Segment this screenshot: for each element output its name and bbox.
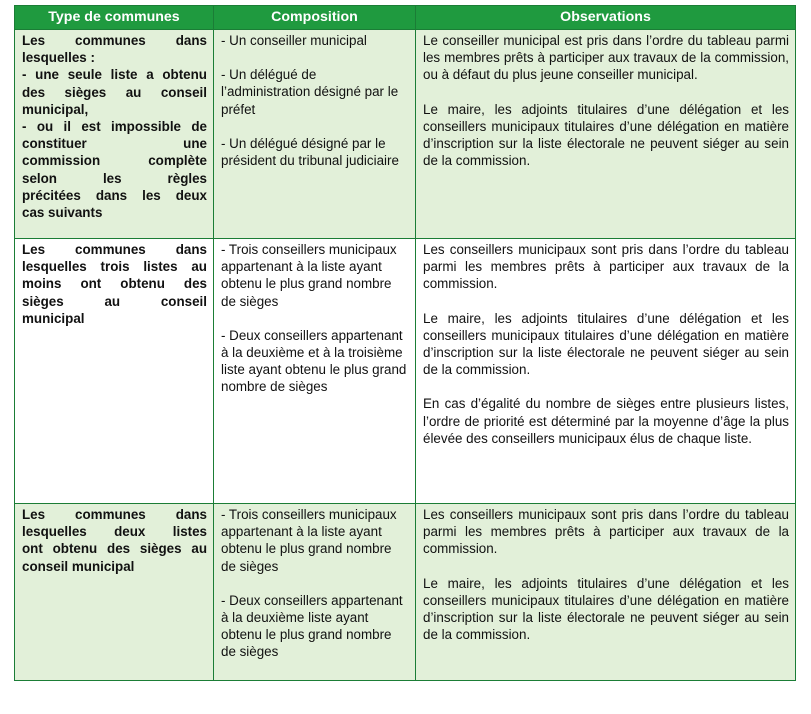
type-line: moins ont obtenu des bbox=[22, 276, 207, 292]
observation-paragraph: En cas d’égalité du nombre de sièges entre plusieurs listes, l’ordre de priorité est déterminé par la moyenne d’âge la plus élevée des conseillers municipaux élus de chaque liste. bbox=[423, 396, 789, 446]
composition-cell bbox=[214, 504, 416, 681]
type-line: constituer une bbox=[22, 136, 207, 152]
observations-cell bbox=[416, 30, 796, 239]
type-line: commission complète bbox=[22, 153, 207, 169]
header-composition: Composition bbox=[214, 6, 416, 30]
type-line: sièges au conseil bbox=[22, 293, 207, 309]
composition-item: - Deux conseillers appartenant à la deuxième et à la troisième liste ayant obtenu le plus grand nombre de sièges bbox=[221, 327, 407, 395]
observation-paragraph: Les conseillers municipaux sont pris dans l’ordre du tableau parmi les membres prêts à participer aux travaux de la commission. bbox=[423, 507, 789, 557]
commission-table-wrapper bbox=[14, 5, 796, 681]
type-line: selon les règles bbox=[22, 170, 207, 186]
type-line: Les communes dans bbox=[22, 33, 207, 48]
composition-cell bbox=[214, 30, 416, 239]
type-line: municipal, bbox=[22, 101, 89, 117]
composition-item: - Trois conseillers municipaux appartenant à la liste ayant obtenu le plus grand nombre de sièges bbox=[221, 507, 397, 574]
type-cell bbox=[15, 239, 214, 504]
table-row bbox=[15, 504, 796, 681]
composition-item: - Trois conseillers municipaux appartenant à la liste ayant obtenu le plus grand nombre de sièges bbox=[221, 242, 397, 309]
type-line: cas suivants bbox=[22, 205, 103, 221]
type-line: lesquelles deux listes bbox=[22, 524, 207, 540]
observations-cell bbox=[416, 504, 796, 681]
type-line: lesquelles : bbox=[22, 50, 95, 66]
type-line: Les communes dans bbox=[22, 242, 207, 257]
type-line: ont obtenu des sièges au bbox=[22, 541, 207, 557]
type-line: Les communes dans bbox=[22, 507, 207, 522]
composition-item: - Un délégué de l’administration désigné par le préfet bbox=[221, 67, 399, 117]
observations-cell bbox=[416, 239, 796, 504]
type-cell bbox=[15, 30, 214, 239]
table-row bbox=[15, 30, 796, 239]
commission-composition-table bbox=[14, 5, 796, 681]
type-line: des sièges au conseil bbox=[22, 84, 207, 100]
observation-paragraph: Le maire, les adjoints titulaires d’une délégation et les conseillers municipaux titulaires d’une délégation en matière d’inscription sur la liste électorale ne peuvent siéger au sein de la commission. bbox=[423, 310, 789, 378]
header-observations: Observations bbox=[416, 6, 796, 30]
type-line: lesquelles trois listes au bbox=[22, 259, 207, 275]
header-type-de-communes: Type de communes bbox=[15, 6, 214, 30]
type-line: conseil municipal bbox=[22, 558, 135, 574]
type-line: précitées dans les deux bbox=[22, 187, 207, 203]
table-row bbox=[15, 239, 796, 504]
type-line: - ou il est impossible de bbox=[22, 119, 207, 135]
composition-item: - Un délégué désigné par le président du tribunal judiciaire bbox=[221, 135, 399, 169]
type-line: municipal bbox=[22, 310, 85, 326]
composition-item: - Un conseiller municipal bbox=[221, 33, 367, 48]
type-cell bbox=[15, 504, 214, 681]
composition-cell bbox=[214, 239, 416, 504]
observation-paragraph: Les conseillers municipaux sont pris dans l’ordre du tableau parmi les membres prêts à participer aux travaux de la commission. bbox=[423, 242, 789, 292]
type-line: - une seule liste a obtenu bbox=[22, 67, 207, 83]
observation-paragraph: Le maire, les adjoints titulaires d’une délégation et les conseillers municipaux titulaires d’une délégation en matière d’inscription sur la liste électorale ne peuvent siéger au sein de la commission. bbox=[423, 575, 789, 643]
observation-paragraph: Le conseiller municipal est pris dans l’ordre du tableau parmi les membres prêts à participer aux travaux de la commission, ou à défaut du plus jeune conseiller municipal. bbox=[423, 33, 789, 83]
observation-paragraph: Le maire, les adjoints titulaires d’une délégation et les conseillers municipaux titulaires d’une délégation en matière d’inscription sur la liste électorale ne peuvent siéger au sein de la commission. bbox=[423, 101, 789, 169]
composition-item: - Deux conseillers appartenant à la deuxième liste ayant obtenu le plus grand nombre de sièges bbox=[221, 592, 403, 660]
table-header-row bbox=[15, 6, 796, 30]
